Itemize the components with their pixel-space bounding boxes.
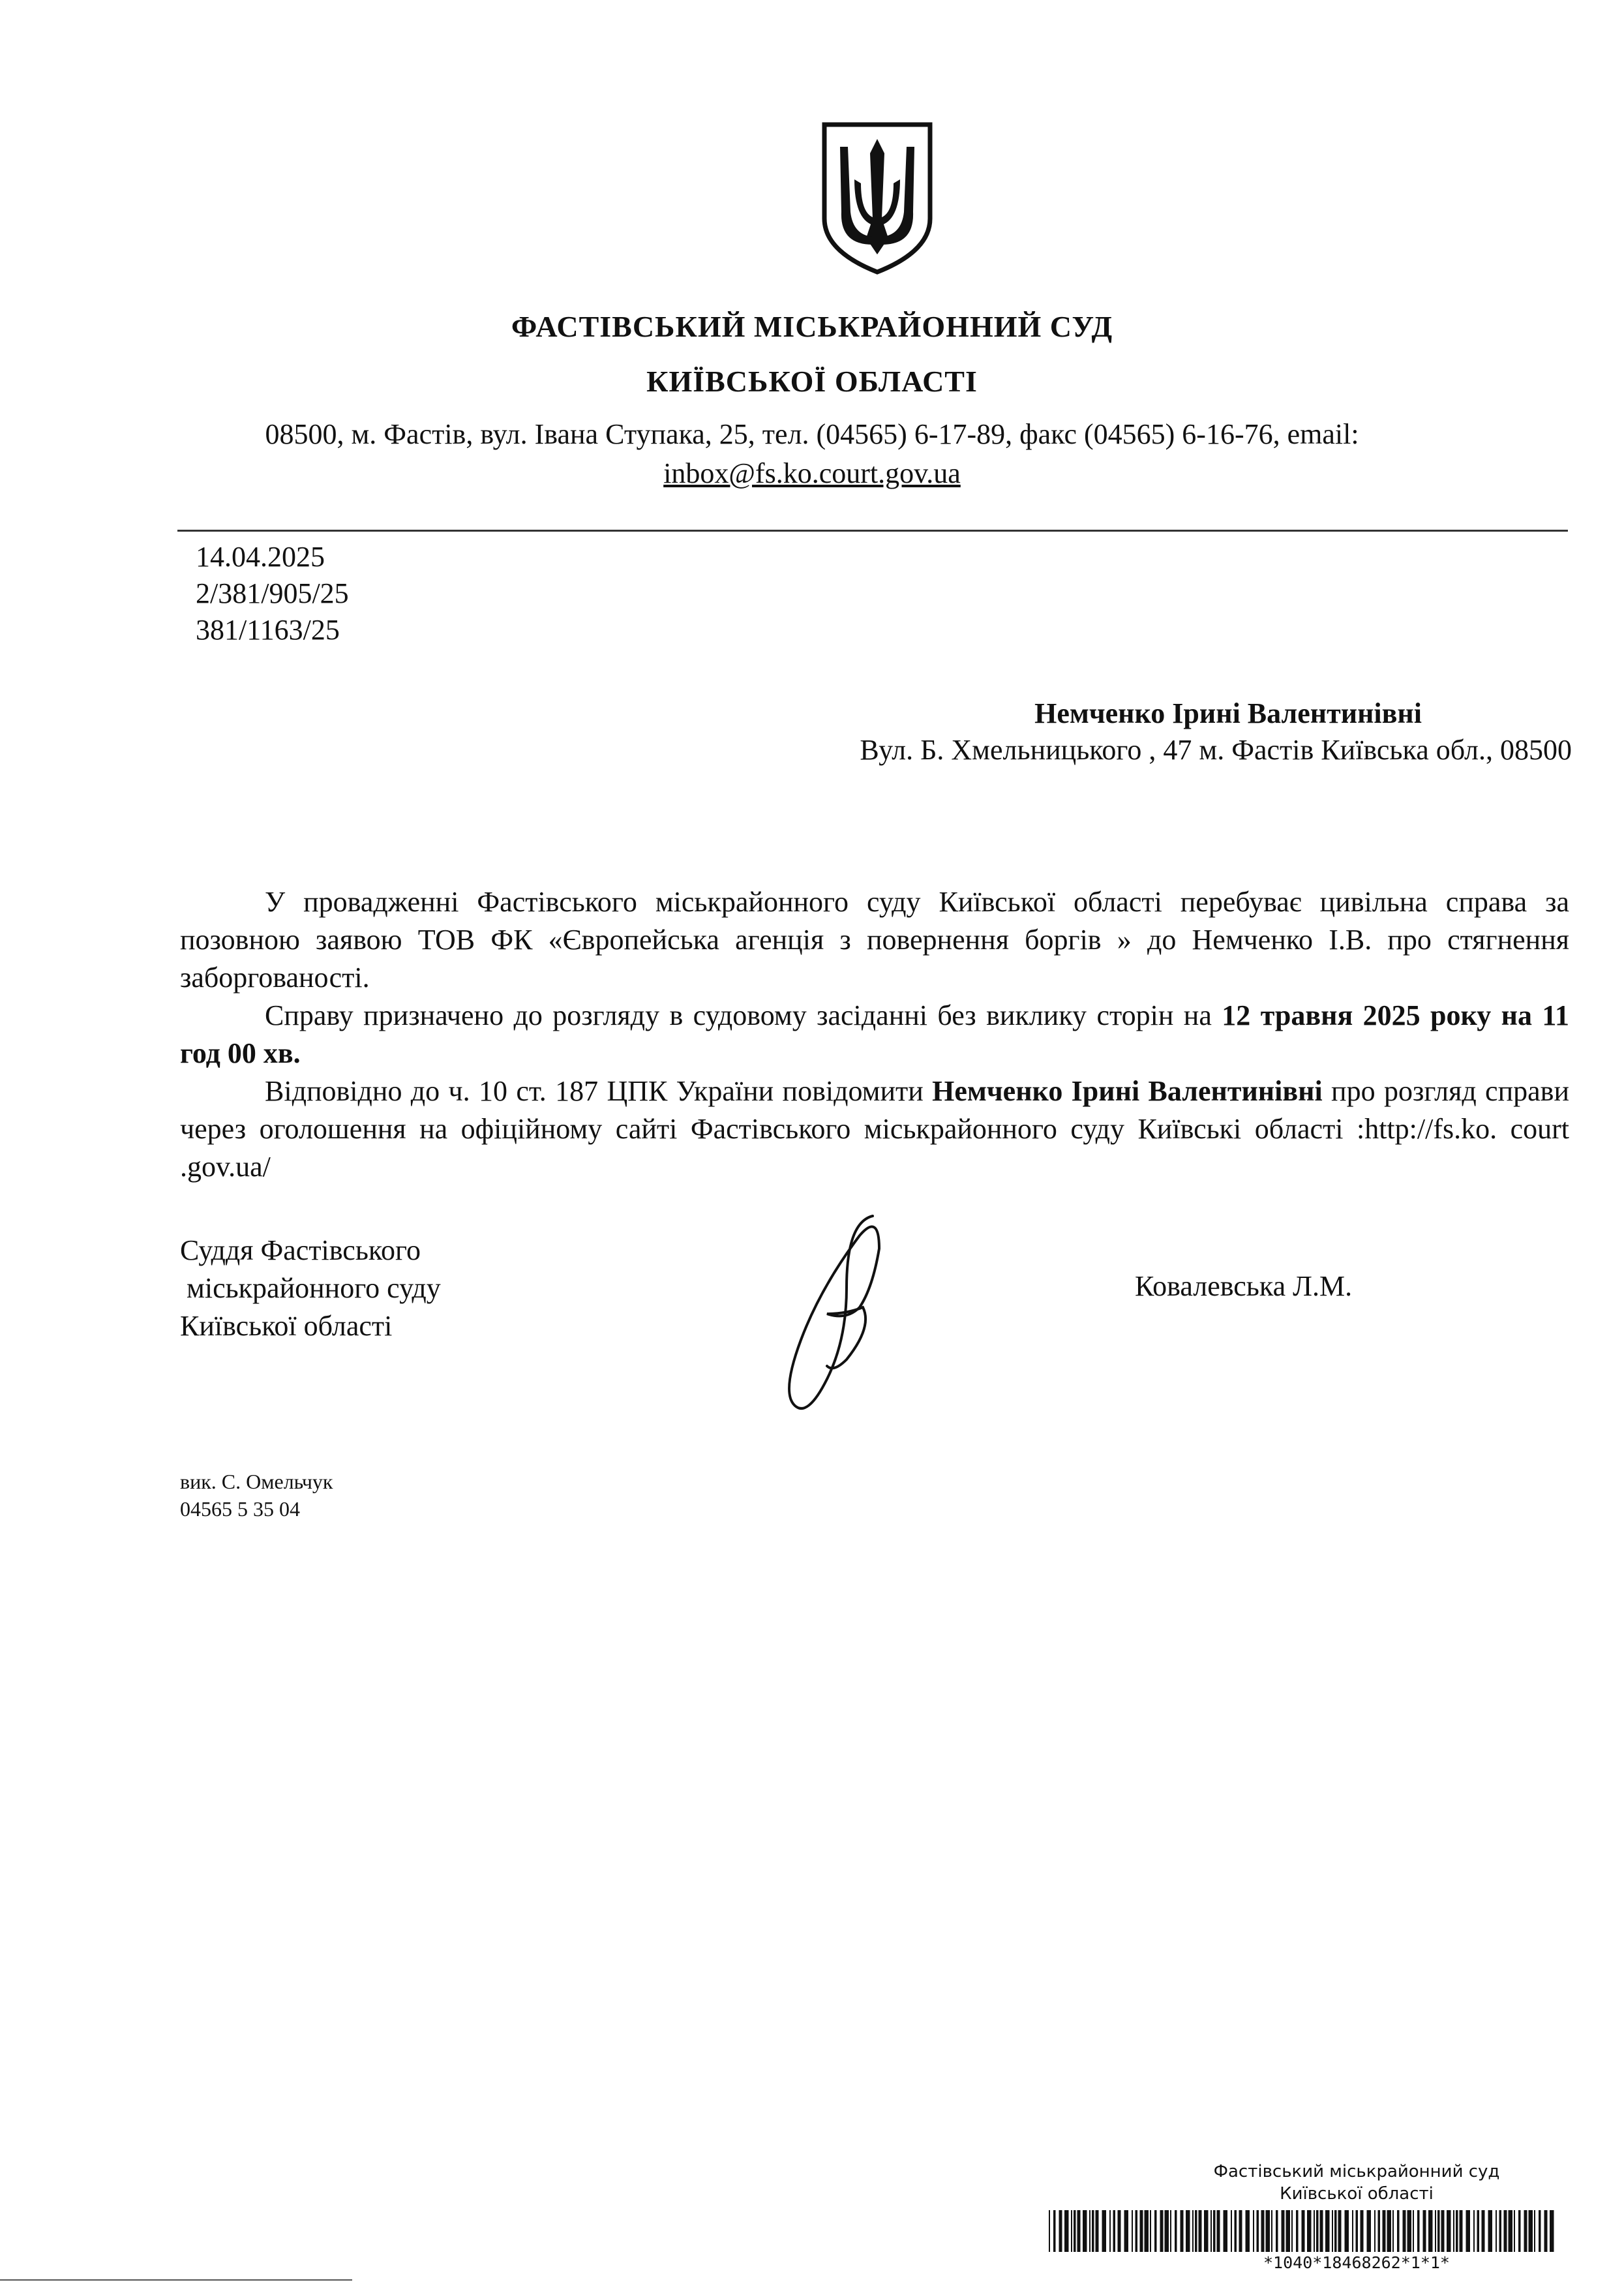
header-divider — [177, 530, 1568, 532]
trident-coat-of-arms-icon — [820, 121, 934, 276]
stamp-region: Київської області — [1280, 2184, 1434, 2204]
notice-text-start: Відповідно до ч. 10 ст. 187 ЦПК України повідомити — [265, 1075, 933, 1107]
judge-title-line1: Суддя Фастівського — [180, 1234, 421, 1266]
document-date: 14.04.2025 — [196, 541, 325, 573]
court-name-line2: КИЇВСЬКОЇ ОБЛАСТІ — [646, 365, 978, 398]
addressee-address: Вул. Б. Хмельницького , 47 м. Фастів Київська обл., 08500 — [860, 734, 1572, 766]
addressee-name: Немченко Ірині Валентинівні — [1034, 697, 1422, 729]
court-name-line1: ФАСТІВСЬКИЙ МІСЬКРАЙОННИЙ СУД — [511, 310, 1113, 343]
executor-name: вик. С. Омельчук — [180, 1470, 333, 1493]
court-email-line — [0, 457, 1624, 490]
court-email-link[interactable]: inbox@fs.ko.court.gov.ua — [663, 457, 961, 489]
executor-info — [180, 1468, 333, 1523]
judge-title-line2: міськрайонного суду — [187, 1272, 441, 1304]
document-ref-number: 2/381/905/25 — [196, 577, 349, 609]
barcode — [1049, 2210, 1557, 2252]
hearing-datetime: 12 травня 2025 року на 11 год 00 хв. — [180, 999, 1569, 1069]
court-address: 08500, м. Фастів, вул. Івана Ступака, 25, тел. (04565) 6-17-89, факс (04565) 6-16-76, email: — [265, 418, 1359, 450]
notice-addressee: Немченко Ірині Валентинівні — [932, 1075, 1323, 1107]
hearing-text: Справу призначено до розгляду в судовому засіданні без виклику сторін на — [265, 999, 1222, 1031]
judge-name: Ковалевська Л.М. — [1135, 1270, 1353, 1302]
bottom-scan-line — [0, 2279, 352, 2281]
judge-title — [180, 1232, 441, 1345]
case-number: 381/1163/25 — [196, 614, 340, 646]
letter-body — [180, 883, 1569, 1186]
document-meta — [196, 539, 349, 648]
body-paragraph-2 — [180, 997, 1569, 1072]
handwritten-signature — [749, 1209, 905, 1425]
barcode-number: *1040*18468262*1*1* — [1263, 2253, 1450, 2272]
body-paragraph-1: У провадженні Фастівського міськрайонного суду Київської області перебуває цивільна справа за позовною заявою ТОВ ФК «Європейська агенція з повернення боргів » до Немченко І.В. про стягнення заборгованості. — [180, 886, 1569, 994]
judge-title-line3: Київської області — [180, 1310, 393, 1342]
stamp-court-name: Фастівський міськрайонний суд — [1213, 2162, 1500, 2181]
body-paragraph-3 — [180, 1072, 1569, 1186]
executor-phone: 04565 5 35 04 — [180, 1497, 300, 1521]
notice-text-end: про розгляд справи через оголошення на офіційному сайті Фастівського міськрайонного суду Київські області :http://fs.ko. court .gov.ua/ — [180, 1075, 1569, 1183]
